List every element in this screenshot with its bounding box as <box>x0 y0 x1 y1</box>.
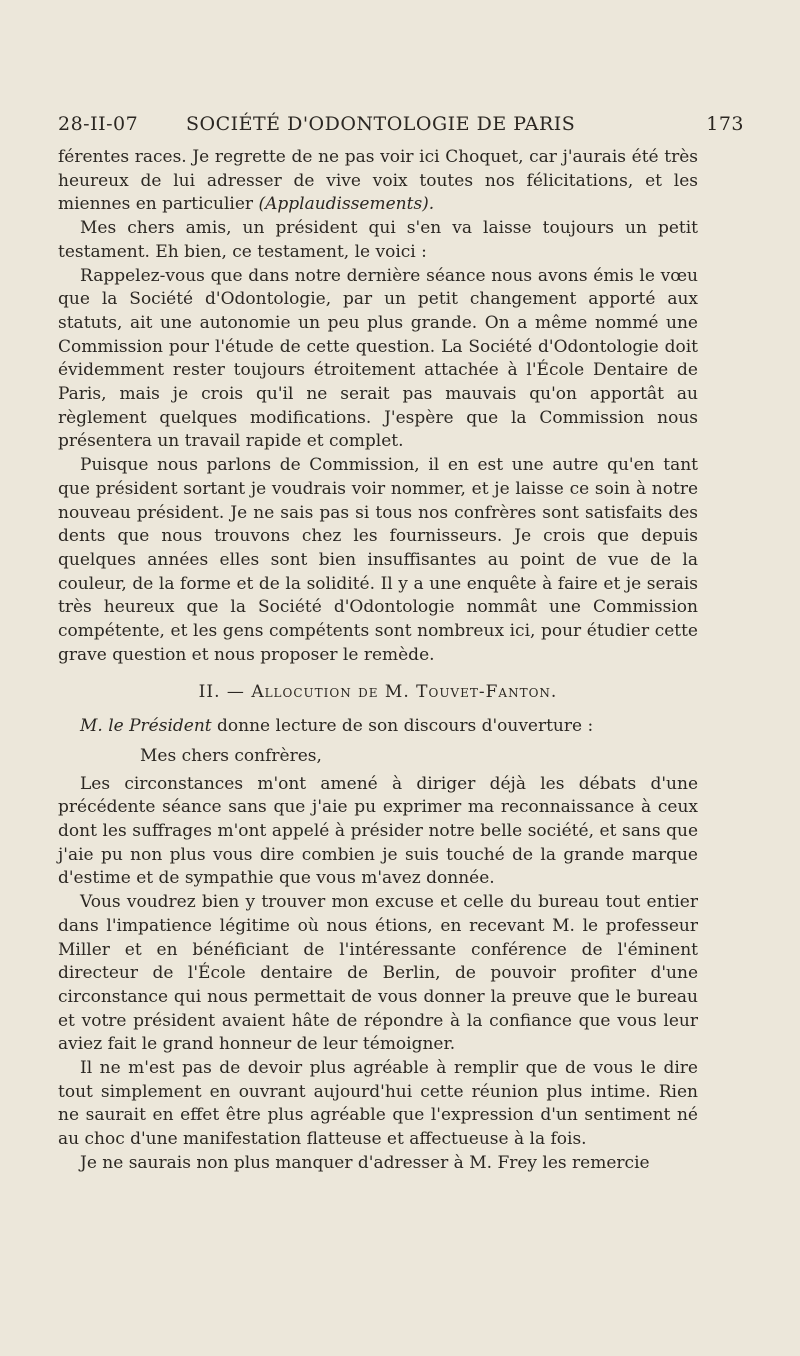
paragraph: Puisque nous parlons de Commission, il en est une autre qu'en tant que président sortant je voudrais voir nommer, et je laisse ce soin à notre nouveau président. Je ne sais pas si tous nos confrères sont satisfaits des dents que nous trouvons chez les fournisseurs. Je crois que depuis quelques années elles sont bien insuffisantes au point de vue de la couleur, de la forme et de la solidité. Il y a une enquête à faire et je serais très heureux que la Société d'Odontologie nommât une Commission compétente, et les gens compétents sont nombreux ici, pour étudier cette grave question et nous proposer le remède. <box>58 455 698 665</box>
paragraph: Je ne saurais non plus manquer d'adresser à M. Frey les remercie <box>80 1152 650 1173</box>
paragraph-text: férentes races. Je regrette de ne pas voir ici Choquet, car j'aurais été très heureux de lui adresser de vive voix toutes nos félicitations, et les miennes en particulier <box>58 147 698 215</box>
paragraph-text: donne lecture de son discours d'ouverture : <box>211 716 594 737</box>
paragraph: Les circonstances m'ont amené à diriger déjà les débats d'une précédente séance sans que j'aie pu exprimer ma reconnaissance à ceux dont les suffrages m'ont appelé à présider notre belle société, et sans que j'aie pu non plus vous dire combien je suis touché de la grande marque d'estime et de sympathie que vous m'avez donnée. <box>58 773 698 889</box>
header-journal-title: SOCIÉTÉ D'ODONTOLOGIE DE PARIS <box>186 113 576 135</box>
paragraph: Mes chers amis, un président qui s'en va laisse toujours un petit testament. Eh bien, ce testament, le voici : <box>58 218 698 262</box>
body-text <box>58 146 698 1176</box>
applause-note: (Applaudissements). <box>258 194 435 215</box>
section-heading <box>58 681 698 705</box>
page-number: 173 <box>706 113 744 135</box>
paragraph <box>58 715 698 739</box>
speaker-name: M. le Président <box>80 716 212 737</box>
section-title: Allocution de M. Touvet-Fanton. <box>251 682 558 703</box>
paragraph: Rappelez-vous que dans notre dernière séance nous avons émis le vœu que la Société d'Odontologie, par un petit changement apporté aux statuts, ait une autonomie un peu plus grande. On a même nommé une Commission pour l'étude de cette question. La Société d'Odontologie doit évidemment rester toujours étroitement attachée à l'École Dentaire de Paris, mais je crois qu'il ne serait pas mauvais qu'on apportât au règlement quelques modifications. J'espère que la Commission nous présentera un travail rapide et complet. <box>58 265 698 452</box>
salutation: Mes chers confrères, <box>140 745 322 766</box>
header-date: 28-II-07 <box>58 113 139 135</box>
paragraph: Vous voudrez bien y trouver mon excuse et celle du bureau tout entier dans l'impatience légitime où nous étions, en recevant M. le professeur Miller et en bénéficiant de l'intéressante conférence de l'éminent directeur de l'École dentaire de Berlin, de pouvoir profiter d'une circonstance qui nous permettait de vous donner la preuve que le bureau et votre président avaient hâte de répondre à la confiance que vous leur aviez fait le grand honneur de leur témoigner. <box>58 892 698 1055</box>
paragraph <box>58 146 698 217</box>
section-number: II. — <box>198 682 252 703</box>
running-header <box>58 113 744 143</box>
paragraph: Il ne m'est pas de devoir plus agréable à remplir que de vous le dire tout simplement en ouvrant aujourd'hui cette réunion plus intime. Rien ne saurait en effet être plus agréable que l'expression d'un sentiment né au choc d'une manifestation flatteuse et affectueuse à la fois. <box>58 1058 698 1150</box>
